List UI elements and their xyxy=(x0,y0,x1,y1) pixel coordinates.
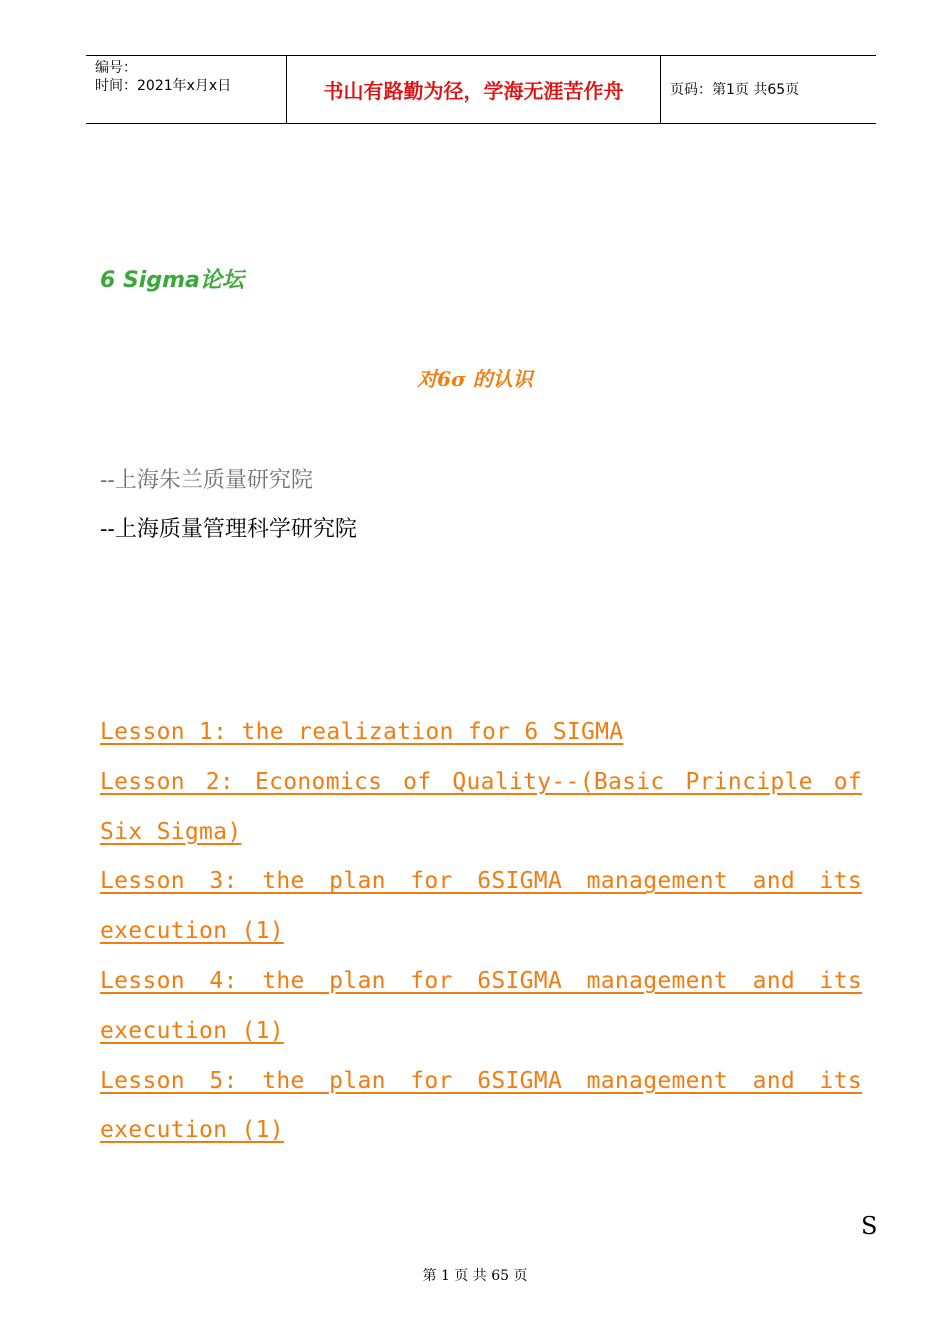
header-time-label: 时间：2021年x月x日 xyxy=(95,78,232,94)
header-page-label: 页码：第1页 共65页 xyxy=(670,82,800,98)
organization-line-1: --上海朱兰质量研究院 xyxy=(100,468,313,493)
document-header xyxy=(86,55,876,124)
lesson-link-3[interactable]: Lesson 3: the plan for 6SIGMA management and its execution (1) xyxy=(100,868,862,945)
margin-letter: S xyxy=(861,1212,878,1240)
header-page-cell xyxy=(661,56,876,123)
lesson-link-1[interactable]: Lesson 1: the realization for 6 SIGMA xyxy=(100,719,624,745)
header-meta-cell xyxy=(86,56,287,123)
document-title: 对6σ 的认识 xyxy=(417,367,533,391)
organization-line-2: --上海质量管理科学研究院 xyxy=(100,517,357,542)
page-footer: 第 1 页 共 65 页 xyxy=(422,1268,528,1284)
header-motto: 书山有路勤为径，学海无涯苦作舟 xyxy=(323,79,624,103)
forum-title: 6 Sigma论坛 xyxy=(100,268,244,293)
lesson-link-list xyxy=(100,708,862,1156)
lesson-link-5[interactable]: Lesson 5: the plan for 6SIGMA management and its execution (1) xyxy=(100,1067,862,1144)
header-number-label: 编号： xyxy=(95,60,137,76)
lesson-link-2[interactable]: Lesson 2: Economics of Quality--(Basic Principle of Six Sigma) xyxy=(100,768,862,845)
lesson-link-4[interactable]: Lesson 4: the plan for 6SIGMA management and its execution (1) xyxy=(100,967,862,1044)
header-motto-cell xyxy=(287,56,661,123)
